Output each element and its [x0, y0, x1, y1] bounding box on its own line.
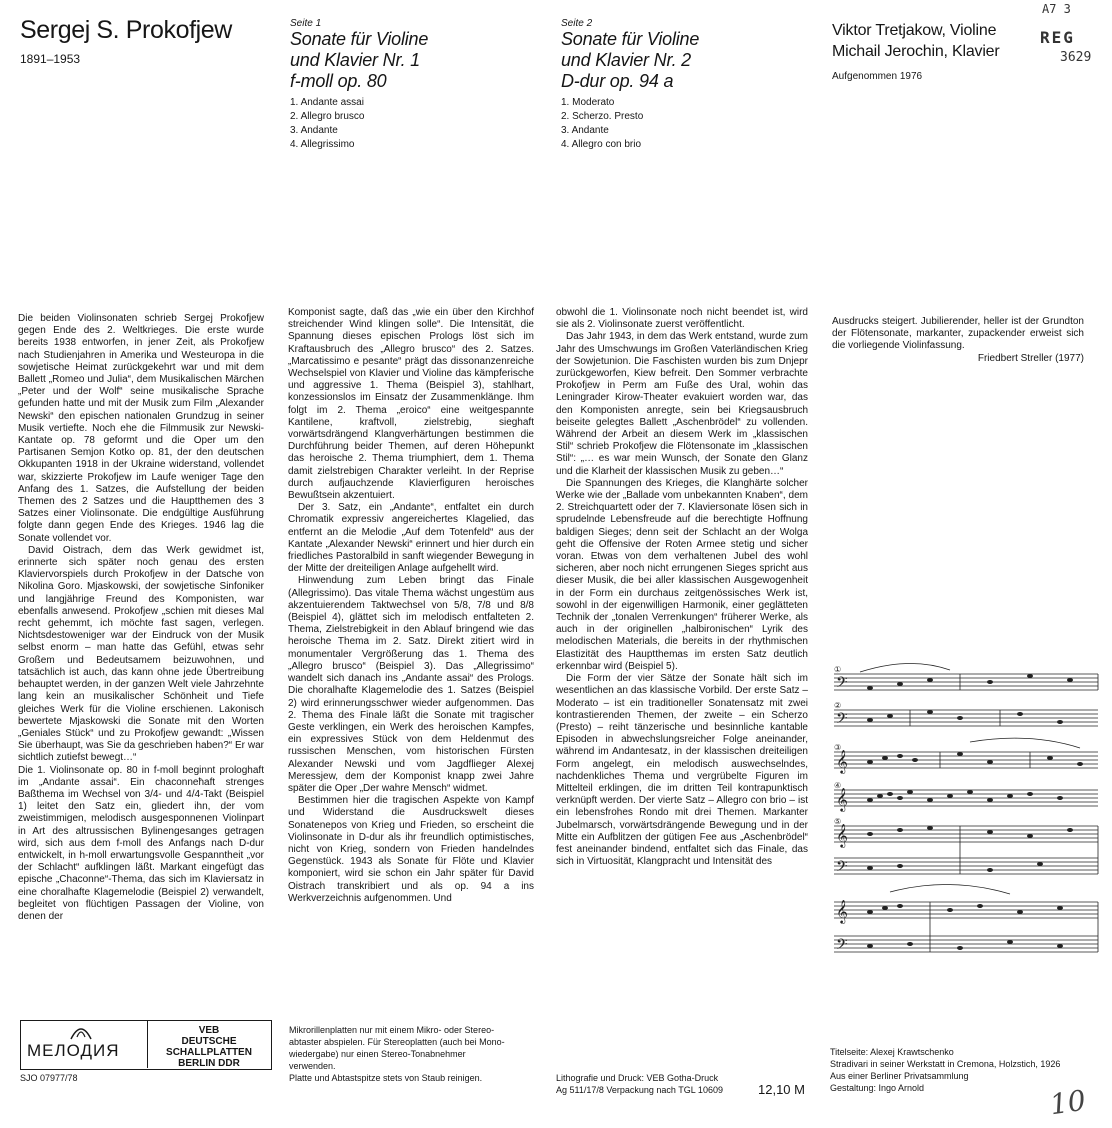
- credit-line: Titelseite: Alexej Krawtschenko: [830, 1047, 954, 1057]
- text-column-3: [556, 307, 808, 868]
- price-label: 12,10 M: [758, 1082, 805, 1097]
- paragraph: Das Jahr 1943, in dem das Werk entstand, wurde zum Jahr des Umschwungs im Großen Vaterländischen Krieg der Sowjetunion. Die Faschisten wurden bis zum Dnjepr zurückgeworfen, Kiew befreit. Den Sommer verbrachte Prokofjew in Perm am Fuße des Ural, wohin das Leningrader Kirow-Theater evakuiert worden war, das den Komponisten anregte, sein bei Kriegsausbruch beiseite gelegtes Ballett „Aschenbrödel“ zu vollenden. Während der Arbeit an diesem Werk im „klassischen Stil“ schrieb Prokofjew die Flötensonate im „klassischen Stil“: „… es war mein Wunsch, der Sonate den Glanz und die Klarheit der klassischen Musik zu geben…“: [556, 331, 808, 477]
- cover-credit: [830, 1046, 1060, 1094]
- side-1-title-line-1: Sonate für Violine: [290, 29, 429, 49]
- melodiya-logo: [21, 1021, 148, 1068]
- svg-text:𝄢: 𝄢: [836, 674, 848, 695]
- paragraph: obwohl die 1. Violinsonate noch nicht beendet ist, wird sie als 2. Violinsonate zuerst veröffentlicht.: [556, 307, 808, 331]
- music-staff: [834, 936, 1098, 952]
- recording-year: Aufgenommen 1976: [832, 71, 923, 82]
- credit-line: Stradivari in seiner Werkstatt in Cremona, Holzstich, 1926: [830, 1059, 1061, 1069]
- side-2-title-line-2: und Klavier Nr. 2: [561, 50, 691, 70]
- text-column-4: [832, 316, 1084, 365]
- credit-line: Gestaltung: Ingo Arnold: [830, 1083, 925, 1093]
- credit-line: Aus einer Berliner Privatsammlung: [830, 1071, 969, 1081]
- performer-violin: Viktor Tretjakow, Violine: [832, 22, 997, 39]
- svg-text:𝄢: 𝄢: [836, 936, 848, 957]
- notice-line: Platte und Abtastspitze stets von Staub reinigen.: [289, 1073, 483, 1083]
- music-staff: [834, 752, 1098, 768]
- paragraph: Die Spannungen des Krieges, die Klanghärte solcher Werke wie der „Ballade vom unbekannten Knaben“, dem 2. Streichquartett oder der 7. Klaviersonate lösen sich in sprudelnde Lebensfreude auf die berechtigte Hoffnung baldigen Sieges; denn seit der Schlacht an der Wolga geht die Offensive der Roten Armee stetig und sicher voran. Etwas von dem verhaltenen Jubel des wohl sicheren, aber noch nicht errungenen Sieges spricht aus dieser Musik, die bei aller klassischen Ausgewogenheit in der Form ein durchaus zeitgenössisches Werk ist, sowohl in der eigenwilligen Harmonik, einer geglätteten Technik der „tonalen Verrenkungen“ früherer Werke, als auch in der originellen „halbironischen“ Lyrik des melodischen Materials, die bereits in der rhythmischen Elastizität des Hauptthemas im ersten Satz deutlich erkennbar wird (Beispiel 5).: [556, 477, 808, 672]
- music-staff: [834, 674, 1098, 690]
- movement-item: 4. Allegrissimo: [290, 139, 355, 150]
- print-credit: [556, 1072, 723, 1096]
- composer-years: 1891–1953: [20, 52, 81, 66]
- movement-item: 3. Andante: [290, 125, 338, 136]
- stamp-line-2: REG: [1040, 28, 1075, 47]
- print-line: Ag 511/17/8 Verpackung nach TGL 10609: [556, 1085, 723, 1095]
- music-staff: [834, 902, 1098, 918]
- paragraph: Die beiden Violinsonaten schrieb Sergej Prokofjew gegen Ende des 2. Weltkrieges. Die erste wurde bereits 1938 entworfen, in jener Zeit, als Prokofjew nach Studienjahren in Amerika und Westeuropa in die sowjetische Heimat zurückgekehrt war und mit dem Ballett „Romeo und Julia“, dem Musikalischen Märchen „Peter und der Wolf“ seine musikalische Sprache gefunden hatte und mit der Musik zum Film „Alexander Newski“ den epischen nationalen Grundzug in seiner Musik vertiefte. Noch ehe die Filmmusik zur Newski-Kantate op. 78 geformt und die Oper um den Partisanen Semjon Kotko op. 81, der den deutschen Okkupanten 1918 in der Ukraine widerstand, vollendet war, skizzierte Prokofjew im Laufe weniger Tage den Anfang des 1. Satzes, die Aufstellung der beiden Themen des 2 Satzes und die Hauptthemen des 3 Satzes einer Violinsonate. Die endgültige Ausführung folgte dann gegen Ende des Krieges. 1946 lag die Sonate vollendet vor.: [18, 313, 264, 544]
- svg-text:①: ①: [834, 665, 842, 674]
- notice-line: verwenden.: [289, 1061, 336, 1071]
- svg-text:𝄞: 𝄞: [836, 787, 848, 811]
- paragraph: Hinwendung zum Leben bringt das Finale (Allegrissimo). Das vitale Thema wächst ungestüm aus akzentuierendem Taktwechsel von 5/8, 7/8 und 8/8 (Beispiel 4), glättet sich im melodisch entfalteten 2. Thema, Zielstrebigkeit in den Ablauf bringend wie das heroische Thema im 2. Satz. Direkt zitiert wird in monumentaler Vergrößerung das 1. Thema des „Allegro brusco“ (Beispiel 3). Das „Allegrissimo“ wandelt sich danach ins „Andante assai“ des Prologs. Die choralhafte Klagemelodie des 1. Satzes (Beispiel 2) wird erinnerungsschwer wieder aufgenommen. Das 2. Thema des Finale läßt die Sonate mit tragischer Geste verklingen, ein Werk des heroischen Kampfes, ein expressives Stück von dem Heldenmut des russischen Menschen, vom historischen Fürsten Alexander Newski und vom Jagdflieger Alexej Meressjew, dem der Komponist knapp zwei Jahre später die Oper „Der wahre Mensch“ widmet.: [288, 575, 534, 794]
- movement-item: 3. Andante: [561, 125, 609, 136]
- notice-line: Mikrorillenplatten nur mit einem Mikro- oder Stereo-: [289, 1025, 495, 1035]
- print-line: Lithografie und Druck: VEB Gotha-Druck: [556, 1073, 719, 1083]
- handwritten-mark: 10: [1047, 1083, 1088, 1122]
- veb-line: BERLIN DDR: [178, 1058, 240, 1069]
- side-2-block: [561, 18, 699, 152]
- svg-text:𝄢: 𝄢: [836, 710, 848, 731]
- side-1-title-line-3: f-moll op. 80: [290, 71, 387, 91]
- notice-line: abtaster abspielen. Für Stereoplatten (auch bei Mono-: [289, 1037, 505, 1047]
- svg-text:④: ④: [834, 781, 842, 790]
- veb-label: [148, 1021, 270, 1068]
- catalog-number: SJO 07977/78: [20, 1073, 78, 1083]
- svg-text:⑤: ⑤: [834, 817, 842, 826]
- movement-item: 2. Allegro brusco: [290, 111, 365, 122]
- side-1-block: [290, 18, 428, 152]
- stamp-line-3: 3629: [1060, 50, 1092, 65]
- paragraph: Bestimmen hier die tragischen Aspekte von Kampf und Widerstand die Ausdruckswelt dieses Sonatenepos von Krieg und Frieden, so erscheint die Violinsonate in D-dur als ihr freundlich optimistisches, nicht von Krieg, sondern von Frieden handelndes Gegenstück. 1943 als Sonate für Flöte und Klavier komponiert, wird sie schon ein Jahr später für David Oistrach transkribiert und als op. 94 a ins Werkverzeichnis aufgenommen. Und: [288, 795, 534, 904]
- text-column-2: [288, 307, 534, 905]
- melodiya-emblem-icon: [67, 1023, 95, 1041]
- veb-line: VEB: [198, 1025, 220, 1036]
- paragraph: David Oistrach, dem das Werk gewidmet ist, erinnerte sich später noch genau des ersten Klaviervorspiels durch Prokofjew in der Datsche von Nikolina Goro. Mjaskowski, der sowjetische Sinfoniker und langjährige Freund des Komponisten, war ebenfalls anwesend. Prokofjew „schien mit dieses Mal recht gehemmt, ich möchte fast sagen, verlegen. Nichtsdestoweniger war der Eindruck von der Musik selbst enorm – man hatte das Gefühl, etwas sehr Großem und Bedeutsamem beizuwohnen, und tatsächlich ist auch, das kann ohne jede Übertreibung behauptet werden, in der ganzen Welt viele Jahrzehnte lang kein an musikalischer Schönheit und Tiefe gleiches Werk für die Violine erschienen. Lakonisch bewertete Mjaskowski die Sonate mit den Worten „Geniales Stück“ und zu Prokofjew gewandt: „Wissen Sie überhaupt, was Sie da geschrieben haben?“ Er war sichtlich zutiefst bewegt…“: [18, 544, 264, 764]
- side-2-movements: [561, 96, 699, 152]
- music-examples: [830, 662, 1102, 968]
- paragraph: Die 1. Violinsonate op. 80 in f-moll beginnt prologhaft im „Andante assai“. Ein chaconneħaft strenges Baßthema im Wechsel von 3/4- und 4/4-Takt (Beispiel 1) leitet den Satz ein, gliedert ihn, der vom zweistimmigen, melodisch ausgesponnenen Violinpart in Art des altrussischen Bylinengesanges getragen wird, sich aus dem f-moll des Anfangs nach D-dur entwickelt, in h-moll erwartungsvolle Gespanntheit „vor der Schlacht“ aufklingen läßt. Markant eingefügt das epische „Chaconne“-Thema, das sich im Klaviersatz in eine choralhafte Klagemelodie (Beispiel 2) verwandelt, begleitet von flüchtigen Passagen der Violine, von denen der: [18, 764, 264, 922]
- side-2-label: Seite 2: [561, 18, 593, 29]
- side-1-label: Seite 1: [290, 18, 322, 29]
- movement-item: 1. Andante assai: [290, 97, 364, 108]
- svg-text:𝄢: 𝄢: [836, 858, 848, 879]
- paragraph: Komponist sagte, daß das „wie ein über den Kirchhof streichender Wind klingen solle“. Die Intensität, die Spannung dieses epischen Prologs löst sich im Kraftausbruch des „Allegro brusco“ des 2. Satzes. „Marcatissimo e pesante“ prägt das dissonanzenreiche Wechselspiel von Klavier und Violine das kämpferische und aggressive 1. Thema (Beispiel 3), stahlhart, konzessionslos im Einsatz der Zusammenklänge. Ihm folgt im 2. Thema „eroico“ eine weitgespannte Kantilene, kraftvoll, zielstrebig, sieghaft vorwärtsdrängend Klangverhärtungen bestimmen die Durchführung beider Themen, auf deren Höhepunkt das heroische 2. Thema triumphiert, dem 1. Thema damit zielstrebigen Charakter verleiht. In der Reprise durch aufjauchzende Klavierfiguren heroisches Bewußtsein akzentuiert.: [288, 307, 534, 502]
- svg-text:②: ②: [834, 701, 842, 710]
- veb-line: SCHALLPLATTEN: [166, 1047, 252, 1058]
- notice-line: wiedergabe) nur einen Stereo-Tonabnehmer: [289, 1049, 466, 1059]
- paragraph: Die Form der vier Sätze der Sonate hält sich im wesentlichen an das klassische Vorbild. Der erste Satz – Moderato – ist ein traditioneller Sonatensatz mit zwei kontrastierenden Themen, der zweite – ein Scherzo (Presto) – reiht tänzerische und besinnliche kantable Episoden in abwechslungsreicher Folge aneinander, während im Andantesatz, in der klassischen dreiteiligen Form angelegt, ein melodisch auswechselndes, nachdenkliches Thema und vergrübelte Figuren im Mittelteil erklingen, die im dritten Teil kontrapunktisch verknüpft werden. Der vierte Satz – Allegro con brio – ist ein lebensfrohes Rondo mit drei Themen. Markanter Jubelmarsch, vorwärtsdrängende Bewegung und in der Mitte ein Aufblitzen der gütigen Fee aus „Aschenbrödel“ fest aneinander bindend, entfaltet sich das Finale, das sich in Virtuosität, Klangpracht und Intensität des: [556, 673, 808, 868]
- paragraph: Ausdrucks steigert. Jubilierender, heller ist der Grundton der Flötensonate, markanter, zupackender erweist sich die vorliegende Violinfassung.: [832, 316, 1084, 352]
- svg-text:③: ③: [834, 743, 842, 752]
- svg-text:𝄞: 𝄞: [836, 899, 848, 923]
- svg-text:𝄞: 𝄞: [836, 823, 848, 847]
- performers-block: [832, 20, 1000, 82]
- playback-notice: [289, 1024, 539, 1084]
- melodiya-wordmark: МЕЛОДИЯ: [27, 1041, 120, 1060]
- side-2-title-line-3: D-dur op. 94 a: [561, 71, 674, 91]
- stamp-line-1: A7 3: [1042, 2, 1071, 16]
- movement-item: 1. Moderato: [561, 97, 615, 108]
- composer-name: Sergej S. Prokofjew: [20, 16, 232, 44]
- movement-item: 4. Allegro con brio: [561, 139, 642, 150]
- performer-piano: Michail Jerochin, Klavier: [832, 43, 1000, 60]
- veb-line: DEUTSCHE: [181, 1036, 237, 1047]
- music-staff: [834, 858, 1098, 874]
- side-2-title-line-1: Sonate für Violine: [561, 29, 700, 49]
- label-logo-box: [20, 1020, 272, 1070]
- svg-text:𝄞: 𝄞: [836, 749, 848, 773]
- music-staff: [834, 826, 1098, 842]
- movement-item: 2. Scherzo. Presto: [561, 111, 644, 122]
- side-1-movements: [290, 96, 428, 152]
- text-column-1: [18, 313, 264, 923]
- side-1-title-line-2: und Klavier Nr. 1: [290, 50, 420, 70]
- paragraph: Der 3. Satz, ein „Andante“, entfaltet ein durch Chromatik expressiv angereichertes Klagelied, das entfernt an die Melodie „Auf dem Totenfeld“ aus der Kantate „Alexander Newski“ erinnert und hier durch ein friedliches Pastoralbild in sanft wiegender Bewegung in der Mitte der dreiteiligen Anlage aufgehellt wird.: [288, 502, 534, 575]
- author-credit: Friedbert Streller (1977): [977, 352, 1084, 364]
